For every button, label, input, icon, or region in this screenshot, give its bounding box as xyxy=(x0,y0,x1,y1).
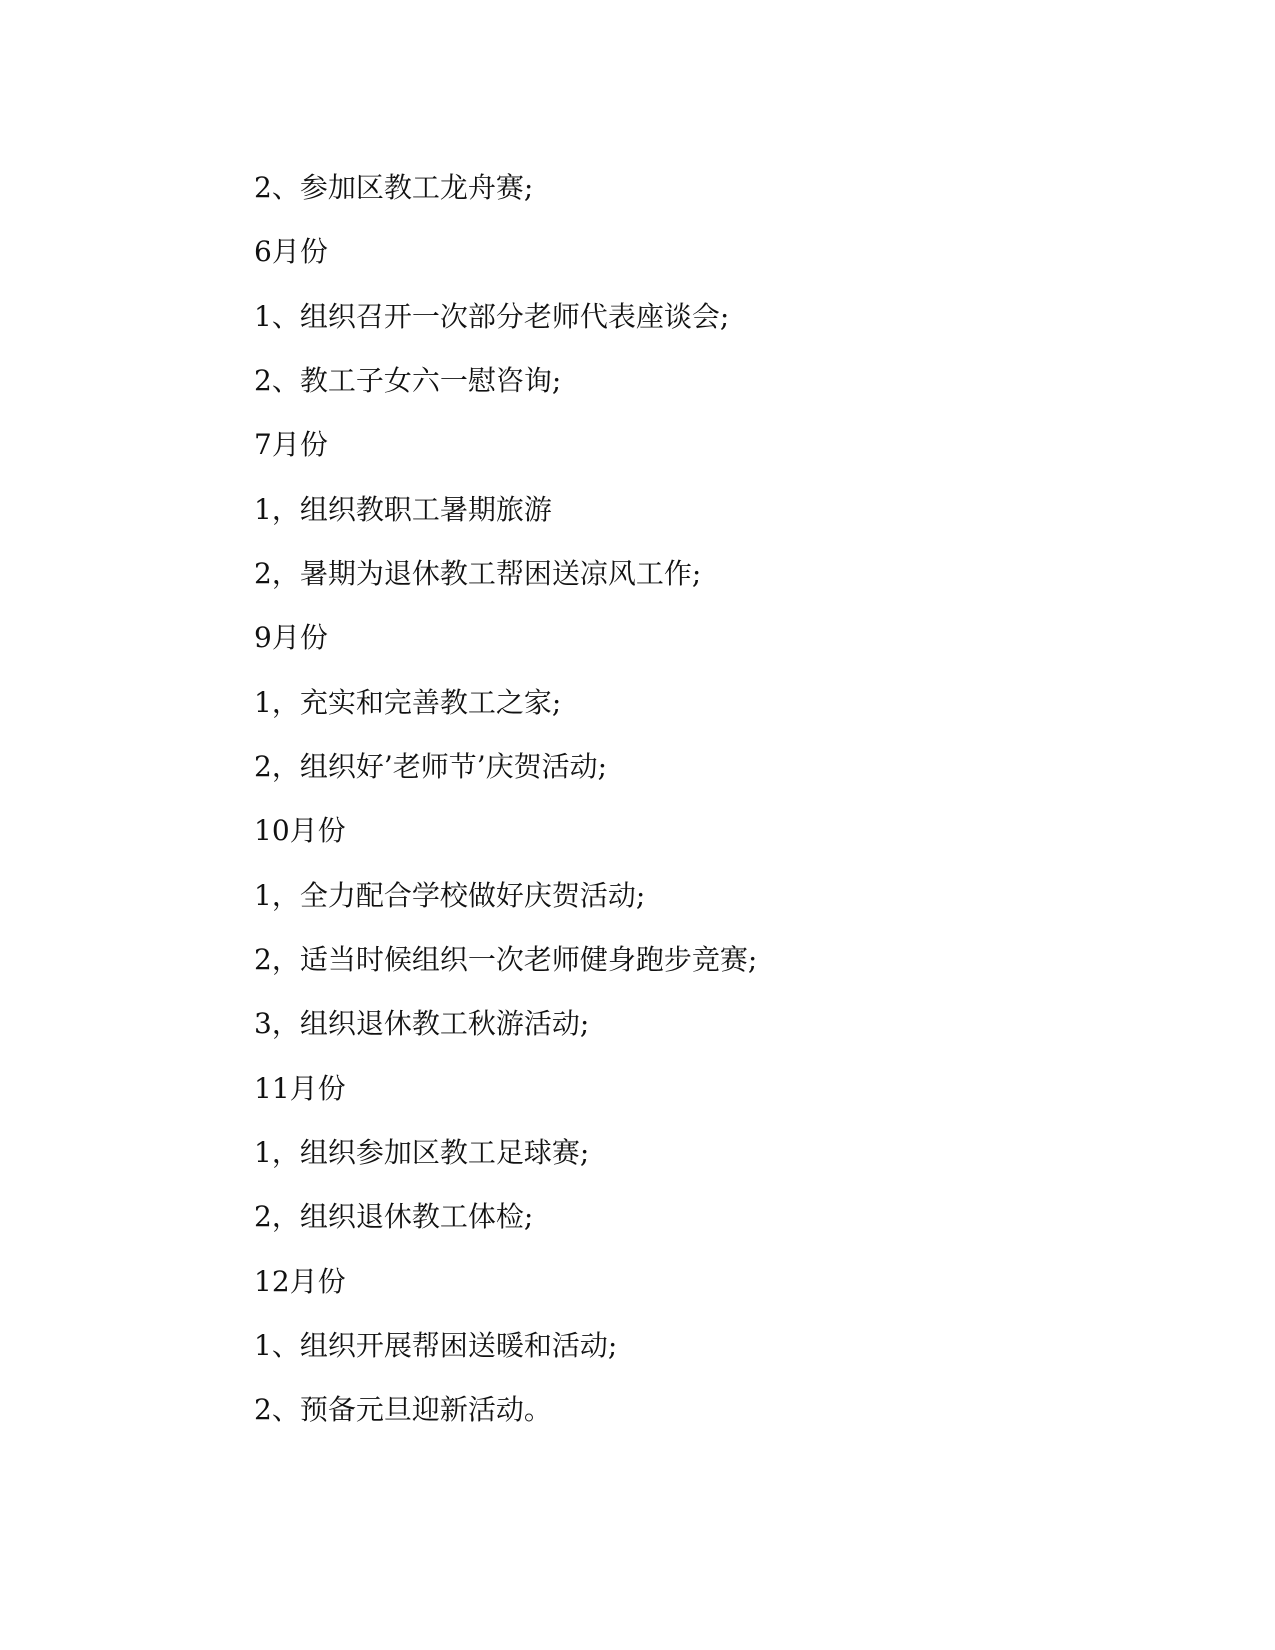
text-line-winter-care: 1、组织开展帮困送暖和活动; xyxy=(254,1329,618,1362)
text-line-dragon-boat: 2、参加区教工龙舟赛; xyxy=(254,171,534,204)
text-line-summer-travel: 1，组织教职工暑期旅游 xyxy=(254,493,552,526)
heading-september: 9月份 xyxy=(254,621,328,654)
text-line-summer-care: 2，暑期为退休教工帮困送凉风工作; xyxy=(254,557,702,590)
text-line-teacher-forum: 1、组织召开一次部分老师代表座谈会; xyxy=(254,300,730,333)
heading-october: 10月份 xyxy=(254,814,346,847)
text-line-new-year: 2、预备元旦迎新活动。 xyxy=(254,1393,552,1426)
heading-november: 11月份 xyxy=(254,1072,346,1105)
text-line-school-celebration: 1，全力配合学校做好庆贺活动; xyxy=(254,879,646,912)
text-line-staff-home: 1，充实和完善教工之家; xyxy=(254,686,562,719)
heading-july: 7月份 xyxy=(254,428,328,461)
heading-june: 6月份 xyxy=(254,235,328,268)
text-line-football: 1，组织参加区教工足球赛; xyxy=(254,1136,590,1169)
heading-december: 12月份 xyxy=(254,1265,346,1298)
text-line-teachers-day: 2，组织好’老师节’庆贺活动; xyxy=(254,750,608,783)
text-line-health-check: 2，组织退休教工体检; xyxy=(254,1200,534,1233)
text-line-running-race: 2，适当时候组织一次老师健身跑步竞赛; xyxy=(254,943,758,976)
text-line-autumn-outing: 3，组织退休教工秋游活动; xyxy=(254,1007,590,1040)
text-line-childrens-day: 2、教工子女六一慰咨询; xyxy=(254,364,562,397)
